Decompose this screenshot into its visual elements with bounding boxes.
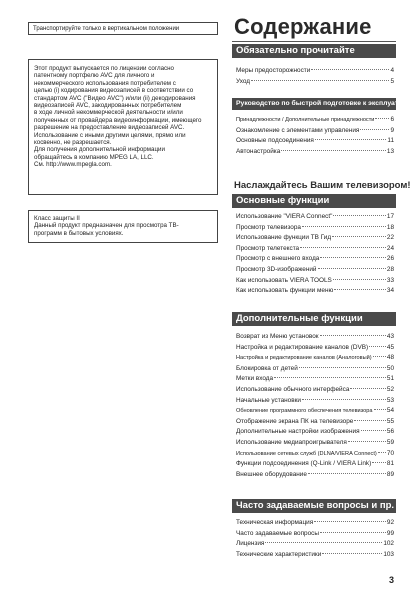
toc-list-faq — [236, 518, 394, 560]
toc-entry — [236, 385, 394, 396]
toc-entry-page: 4 — [390, 67, 394, 74]
toc-entry — [236, 417, 394, 428]
toc-entry-page: 5 — [390, 77, 394, 85]
toc-entry-title: Отображение экрана ПК на телевизоре — [236, 417, 354, 425]
toc-entry-page: 52 — [386, 385, 394, 393]
toc-entry-page: 54 — [386, 407, 394, 415]
toc-leader-dots — [322, 553, 382, 554]
toc-entry — [236, 396, 394, 407]
toc-leader-dots — [348, 441, 386, 442]
toc-entry-title: Использование медиапроигрывателя — [236, 438, 347, 446]
toc-entry-title: Технические характеристики — [236, 550, 322, 558]
toc-entry — [236, 286, 394, 297]
toc-leader-dots — [300, 247, 386, 248]
toc-entry — [236, 77, 394, 88]
toc-leader-dots — [315, 139, 386, 140]
toc-entry — [236, 126, 394, 137]
toc-leader-dots — [333, 279, 386, 280]
toc-entry — [236, 539, 394, 550]
toc-entry — [236, 364, 394, 375]
toc-entry — [236, 343, 394, 354]
toc-entry-page: 11 — [387, 137, 394, 145]
toc-leader-dots — [373, 356, 386, 357]
toc-leader-dots — [308, 473, 386, 474]
toc-entry-title: Начальные установки — [236, 396, 301, 404]
toc-entry-title: Обновление программного обеспечения телевизора — [236, 408, 373, 415]
toc-leader-dots — [302, 226, 386, 227]
toc-leader-dots — [375, 118, 389, 119]
toc-entry — [236, 244, 394, 255]
toc-entry-title: Техническая информация — [236, 519, 314, 526]
toc-leader-dots — [350, 388, 386, 389]
toc-entry-title: Меры предосторожности — [236, 67, 311, 74]
toc-leader-dots — [372, 462, 386, 463]
toc-entry-page: 13 — [386, 147, 394, 155]
toc-entry-page: 22 — [386, 234, 394, 242]
toc-entry-page: 51 — [386, 375, 394, 383]
toc-entry-page: 34 — [386, 287, 394, 295]
toc-entry — [236, 136, 394, 147]
toc-entry — [236, 406, 394, 417]
protection-class-box — [28, 210, 218, 243]
toc-entry-title: Использование обычного интерфейса — [236, 385, 350, 393]
toc-entry-title: Ознакомление с элементами управления — [236, 126, 360, 134]
toc-entry-title: Просмотр телевизора — [236, 223, 301, 231]
toc-entry-title: Использование функции ТВ Гид — [236, 234, 332, 242]
toc-leader-dots — [374, 409, 386, 410]
toc-leader-dots — [274, 377, 386, 378]
toc-entry-page: 33 — [386, 276, 394, 284]
page-title: Содержание — [234, 14, 372, 39]
toc-leader-dots — [311, 69, 389, 70]
toc-entry-page: 50 — [386, 364, 394, 372]
toc-entry-title: Просмотр телетекста — [236, 244, 300, 252]
toc-entry — [236, 223, 394, 234]
toc-entry-page: 55 — [386, 417, 394, 425]
toc-entry — [236, 459, 394, 470]
toc-list-advanced — [236, 332, 394, 480]
toc-entry-title: Лицензия — [236, 540, 265, 548]
toc-entry-title: Дополнительные настройки изображения — [236, 428, 360, 436]
toc-leader-dots — [318, 268, 386, 269]
toc-entry — [236, 449, 394, 460]
toc-leader-dots — [281, 150, 386, 151]
license-note-text: Этот продукт выпускается по лицензии согласно патентному портфелю AVC для личного и некоммерческого использования потребителем с целью (i) кодирования видеозаписей в соответствии со стандартом AVC ("Видео AVC") и/или (ii) декодирования видеозаписей AVC, закодированных потребителем в ходе личной некоммерческой деятельности и/или полученных от провайдера видеоинформации, имеющего разрешение на предоставление видеозаписей AVC. Использование с иными другими целями, прямо или косвенно, не разрешается. Для получения дополнительной информации обращайтесь в компанию MPEG LA, LLC. См. http://www.mpegla.com. — [34, 65, 202, 169]
toc-entry-page: 92 — [386, 519, 394, 526]
toc-leader-dots — [369, 346, 386, 347]
toc-entry — [236, 427, 394, 438]
toc-entry-title: Использование сетевых служб (DLNA/VIERA Connect) — [236, 450, 377, 457]
toc-leader-dots — [332, 236, 386, 237]
enjoy-heading: Наслаждайтесь Вашим телевизором! — [234, 180, 411, 191]
toc-entry-page: 56 — [386, 428, 394, 436]
toc-entry — [236, 374, 394, 385]
section-heading-read-first: Обязательно прочитайте — [232, 44, 396, 58]
toc-leader-dots — [354, 420, 386, 421]
toc-entry-page: 43 — [386, 333, 394, 340]
toc-entry-page: 99 — [386, 529, 394, 537]
toc-entry-title: Просмотр 3D-изображений — [236, 265, 317, 273]
toc-entry — [236, 254, 394, 265]
toc-entry-title: Часто задаваемые вопросы — [236, 529, 319, 537]
toc-entry-page: 9 — [390, 126, 394, 134]
toc-entry-title: Автонастройка — [236, 147, 281, 155]
section-heading-quick-start: Руководство по быстрой подготовке к эксплуатации — [232, 98, 396, 110]
toc-entry-page: 45 — [386, 343, 394, 351]
toc-entry — [236, 115, 394, 126]
toc-leader-dots — [320, 532, 386, 533]
toc-entry — [236, 276, 394, 287]
toc-leader-dots — [251, 80, 389, 81]
toc-entry-title: Настройка и редактирование каналов (Аналоговый) — [236, 355, 372, 362]
toc-entry-title: Принадлежности / Дополнительные принадлежности — [236, 117, 375, 123]
toc-entry-title: Использование "VIERA Connect" — [236, 213, 333, 220]
toc-entry — [236, 233, 394, 244]
section-heading-basic: Основные функции — [232, 194, 396, 208]
transport-note-text: Транспортируйте только в вертикальном положении — [33, 26, 180, 32]
toc-leader-dots — [302, 399, 386, 400]
title-rule — [232, 41, 396, 42]
toc-entry — [236, 518, 394, 529]
toc-entry-page: 26 — [386, 255, 394, 263]
toc-entry-page: 89 — [386, 470, 394, 478]
toc-leader-dots — [320, 257, 386, 258]
toc-entry — [236, 438, 394, 449]
toc-entry-title: Просмотр с внешнего входа — [236, 255, 320, 263]
toc-entry-title: Возврат из Меню установок — [236, 333, 319, 340]
toc-entry-page: 103 — [383, 550, 394, 558]
toc-leader-dots — [320, 335, 386, 336]
toc-leader-dots — [360, 129, 389, 130]
toc-entry-page: 59 — [386, 438, 394, 446]
toc-entry — [236, 265, 394, 276]
toc-entry-title: Внешнее оборудование — [236, 470, 307, 478]
license-note-box — [28, 59, 218, 195]
section-heading-faq: Часто задаваемые вопросы и пр. — [232, 499, 396, 513]
toc-entry-page: 24 — [386, 244, 394, 252]
toc-entry-title: Как использовать функции меню — [236, 287, 334, 295]
toc-leader-dots — [299, 367, 386, 368]
toc-entry — [236, 147, 394, 158]
toc-entry-page: 102 — [383, 540, 394, 548]
toc-entry-page: 6 — [390, 116, 394, 123]
toc-leader-dots — [314, 521, 386, 522]
toc-leader-dots — [378, 452, 386, 453]
toc-list-quick-start — [236, 115, 394, 157]
protection-class-text: Класс защиты II Данный продукт предназначен для просмотра ТВ- программ в бытовых условиях. — [34, 215, 179, 237]
toc-entry — [236, 353, 394, 364]
toc-list-basic — [236, 212, 394, 297]
toc-entry-page: 70 — [386, 449, 394, 457]
toc-leader-dots — [333, 215, 386, 216]
toc-entry-page: 17 — [386, 213, 394, 220]
toc-leader-dots — [361, 430, 386, 431]
toc-entry-page: 28 — [386, 265, 394, 273]
transport-note-box — [28, 22, 218, 35]
toc-entry-title: Основные подсоединения — [236, 137, 314, 145]
toc-entry — [236, 332, 394, 343]
toc-entry-page: 81 — [386, 460, 394, 468]
toc-entry — [236, 550, 394, 561]
section-heading-advanced: Дополнительные функции — [232, 312, 396, 326]
toc-entry — [236, 529, 394, 540]
toc-entry-title: Метки входа — [236, 375, 274, 383]
toc-entry — [236, 212, 394, 223]
toc-leader-dots — [334, 289, 386, 290]
toc-entry-title: Функции подсоединения (Q-Link / VIERA Link) — [236, 460, 372, 468]
toc-entry-title: Как использовать VIERA TOOLS — [236, 276, 332, 284]
toc-entry — [236, 470, 394, 481]
toc-entry — [236, 66, 394, 77]
page-number: 3 — [389, 575, 395, 585]
toc-leader-dots — [265, 542, 382, 543]
toc-entry-title: Блокировка от детей — [236, 364, 298, 372]
toc-entry-page: 53 — [386, 396, 394, 404]
toc-entry-title: Уход — [236, 77, 251, 85]
toc-entry-page: 18 — [386, 223, 394, 231]
toc-entry-title: Настройка и редактирование каналов (DVB) — [236, 343, 369, 351]
toc-entry-page: 48 — [386, 354, 394, 362]
toc-list-read-first — [236, 66, 394, 87]
